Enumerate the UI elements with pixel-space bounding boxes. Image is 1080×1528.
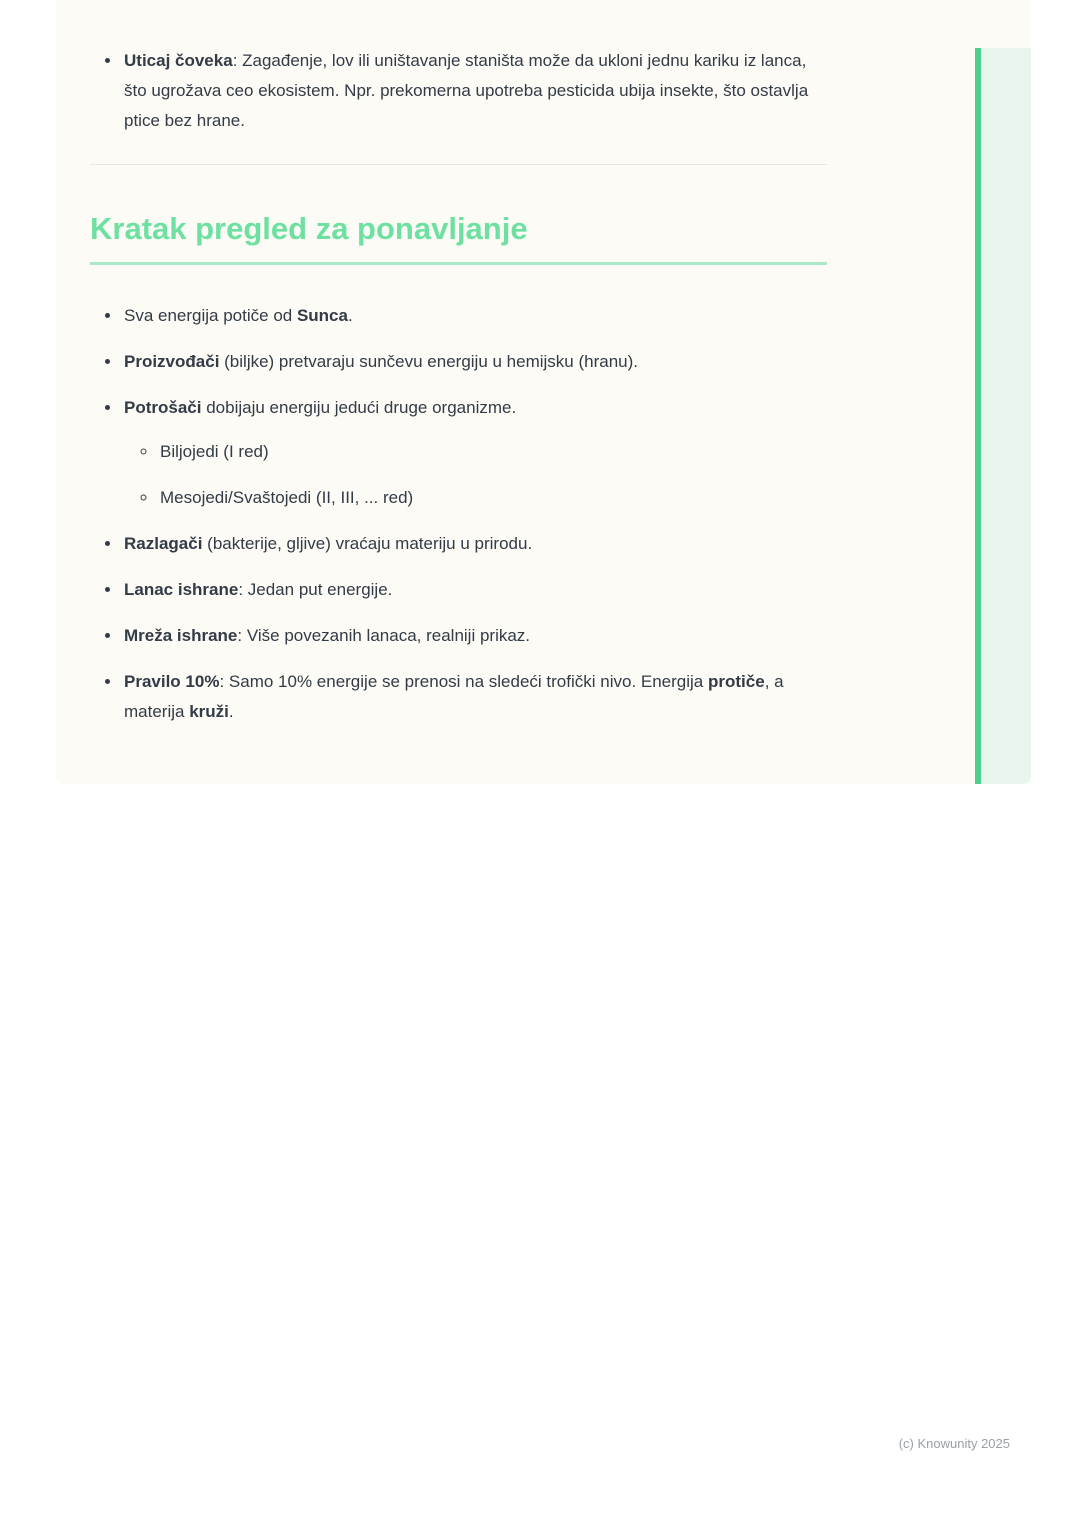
bullet-bold-term: Pravilo 10% [124,672,220,691]
list-item [122,46,827,136]
bullet-text: : Zagađenje, lov ili uništavanje staništa može da ukloni jednu kariku iz lanca, što ugrožava ceo ekosistem. Npr. prekomerna upotreba pesticida ubija insekte, što ostavlja ptice bez hrane. [124,51,809,130]
content-column [90,0,827,743]
bullet-text: (bakterije, gljive) vraćaju materiju u prirodu. [202,534,533,553]
bullet-bold-term: Sunca [296,306,348,325]
bullet-bold-term: Potrošači [124,398,202,417]
bullet-text: Sva energija potiče od [124,306,297,325]
sub-list [124,437,827,513]
sub-list-item [158,437,827,467]
list-item [122,667,827,727]
review-list [90,301,827,727]
bullet-bold-term: protiče [708,672,765,691]
sub-list-item [158,483,827,513]
list-item [122,529,827,559]
bullet-text: : Samo 10% energije se prenosi na sledeći trofički nivo. Energija [219,672,708,691]
list-item [122,347,827,377]
bullet-text: , a materija [124,672,784,721]
list-item [122,621,827,651]
list-item [122,393,827,513]
bullet-text: (biljke) pretvaraju sunčevu energiju u hemijsku (hranu). [219,352,639,371]
bullet-text: . [347,306,353,325]
intro-list [90,46,827,136]
list-item [122,575,827,605]
bullet-text: . [228,702,234,721]
bullet-bold-term: kruži [189,702,229,721]
copyright-footer: (c) Knowunity 2025 [898,1436,1010,1451]
bullet-bold-term: Uticaj čoveka [124,51,233,70]
bullet-bold-term: Mreža ishrane [124,626,238,645]
content-card [56,0,1031,784]
title-underline [90,262,827,265]
bullet-text: dobijaju energiju jedući druge organizme. [201,398,517,417]
right-accent-strip [975,48,1031,784]
bullet-text: : Jedan put energije. [238,580,393,599]
bullet-bold-term: Proizvođači [124,352,220,371]
list-item [122,301,827,331]
bullet-bold-term: Razlagači [124,534,203,553]
bullet-text: Biljojedi (I red) [160,442,269,461]
section-divider [90,164,827,165]
section-title: Kratak pregled za ponavljanje [90,211,528,246]
bullet-text: : Više povezanih lanaca, realniji prikaz. [237,626,531,645]
bullet-text: Mesojedi/Svaštojedi (II, III, ... red) [160,488,414,507]
bullet-bold-term: Lanac ishrane [124,580,239,599]
